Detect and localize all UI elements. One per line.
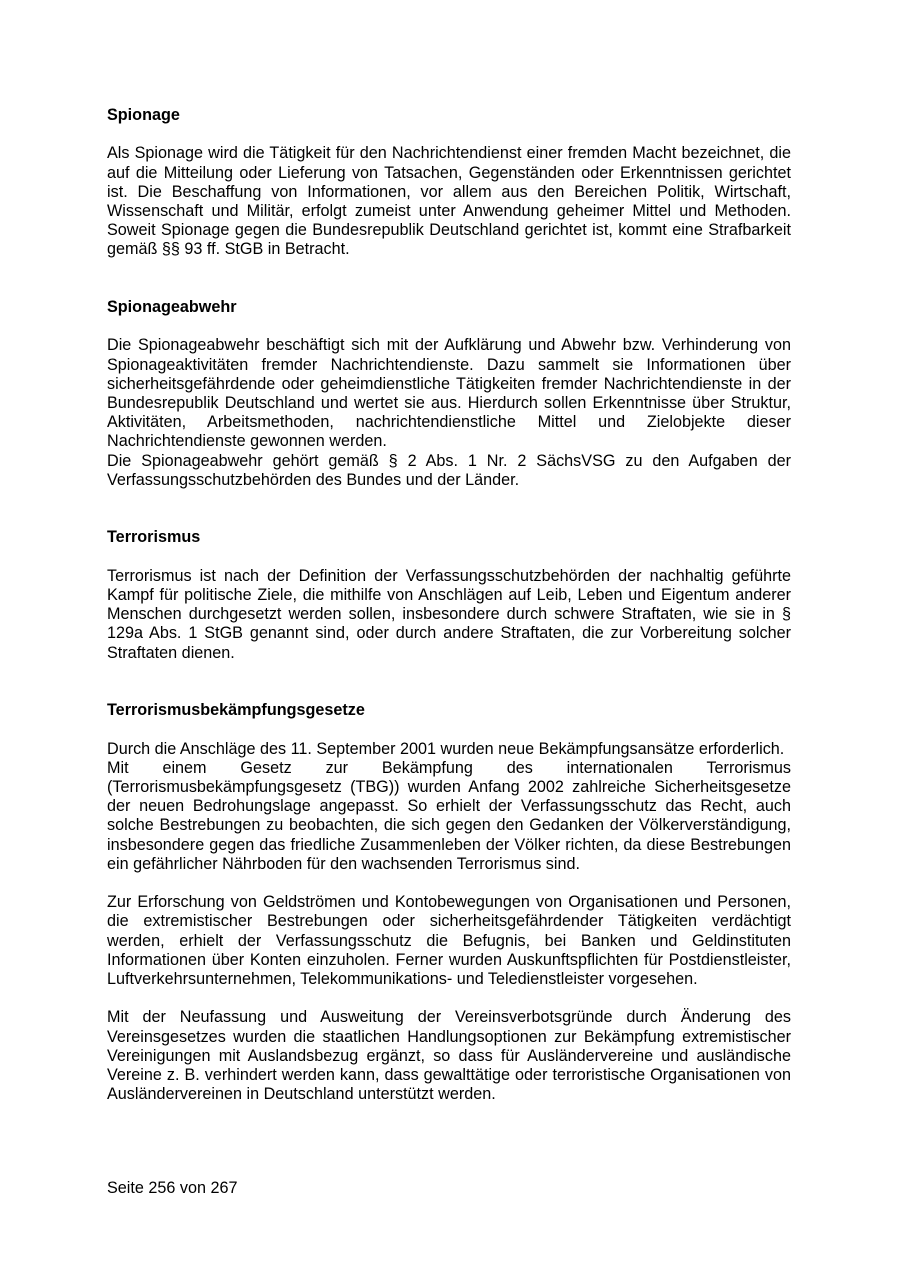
section-terrorismus	[107, 528, 791, 662]
section-spionage	[107, 106, 791, 260]
page-body	[107, 106, 791, 1104]
page-number: Seite 256 von 267	[107, 1179, 238, 1197]
section-heading: Terrorismus	[107, 528, 201, 547]
paragraph: Die Spionageabwehr gehört gemäß § 2 Abs. 1 Nr. 2 SächsVSG zu den Aufgaben der Verfassungsschutzbehörden des Bundes und der Länder.	[107, 451, 791, 489]
section-heading: Spionage	[107, 106, 180, 124]
section-heading: Spionageabwehr	[107, 298, 237, 316]
section-heading: Terrorismusbekämpfungsgesetze	[107, 701, 365, 720]
paragraph: Die Spionageabwehr beschäftigt sich mit der Aufklärung und Abwehr bzw. Verhinderung von Spionageaktivitäten fremder Nachrichtendienste. Dazu sammelt sie Informationen über sicherheitsgefährdende oder geheimdienstliche Tätigkeiten fremder Nachrichtendienste in der Bundesrepublik Deutschland und wertet sie aus. Hierdurch sollen Erkenntnisse über Struktur, Aktivitäten, Arbeitsmethoden, nachrichtendienstliche Mittel und Zielobjekte dieser Nachrichtendienste gewonnen werden.	[107, 336, 791, 451]
paragraph: Als Spionage wird die Tätigkeit für den Nachrichtendienst einer fremden Macht bezeichnet, die auf die Mitteilung oder Lieferung von Tatsachen, Gegenständen oder Erkenntnissen gerichtet ist. Die Beschaffung von Informationen, vor allem aus den Bereichen Politik, Wirtschaft, Wissenschaft und Militär, erfolgt zumeist unter Anwendung geheimer Mittel und Methoden. Soweit Spionage gegen die Bundesrepublik Deutschland gerichtet ist, kommt eine Strafbarkeit gemäß §§ 93 ff. StGB in Betracht.	[107, 144, 791, 259]
paragraph: Durch die Anschläge des 11. September 2001 wurden neue Bekämpfungsansätze erforderlich.	[107, 739, 785, 758]
section-terrorismusbekaempfungsgesetze	[107, 701, 791, 1104]
paragraph: Zur Erforschung von Geldströmen und Kontobewegungen von Organisationen und Personen, die extremistischer Bestrebungen oder sicherheitsgefährdender Tätigkeiten verdächtigt werden, erhielt der Verfassungsschutz die Befugnis, bei Banken und Geldinstituten Informationen über Konten einzuholen. Ferner wurden Auskunftspflichten für Postdienstleister, Luftverkehrsunternehmen, Telekommunikations- und Teledienstleister vorgesehen.	[107, 893, 791, 989]
paragraph: Mit der Neufassung und Ausweitung der Vereinsverbotsgründe durch Änderung des Vereinsgesetzes wurden die staatlichen Handlungsoptionen zur Bekämpfung extremistischer Vereinigungen mit Auslandsbezug ergänzt, so dass für Ausländervereine und ausländische Vereine z. B. verhindert werden kann, dass gewalttätige oder terroristische Organisationen von Ausländervereinen in Deutschland unterstützt werden.	[107, 1008, 791, 1104]
paragraph: Mit einem Gesetz zur Bekämpfung des internationalen Terrorismus (Terrorismusbekämpfungsgesetz (TBG)) wurden Anfang 2002 zahlreiche Sicherheitsgesetze der neuen Bedrohungslage angepasst. So erhielt der Verfassungsschutz das Recht, auch solche Bestrebungen zu beobachten, die sich gegen den Gedanken der Völkerverständigung, insbesondere gegen das friedliche Zusammenleben der Völker richten, da diese Bestrebungen ein gefährlicher Nährboden für den wachsenden Terrorismus sind.	[107, 758, 791, 873]
section-spionageabwehr	[107, 298, 791, 490]
paragraph: Terrorismus ist nach der Definition der Verfassungsschutzbehörden der nachhaltig geführte Kampf für politische Ziele, die mithilfe von Anschlägen auf Leib, Leben und Eigentum anderer Menschen durchgesetzt werden sollen, insbesondere durch schwere Straftaten, wie sie in § 129a Abs. 1 StGB genannt sind, oder durch andere Straftaten, die zur Vorbereitung solcher Straftaten dienen.	[107, 566, 791, 662]
